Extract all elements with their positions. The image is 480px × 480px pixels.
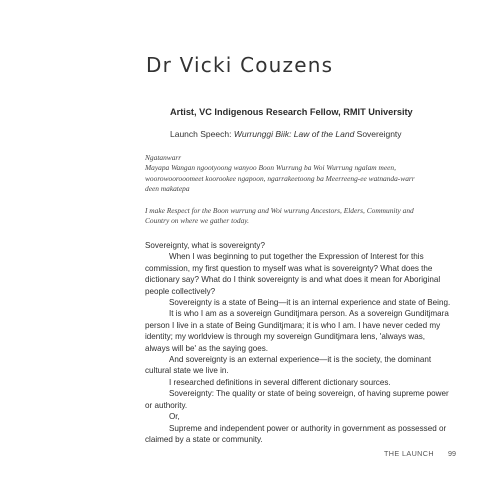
speech-title	[170, 129, 402, 139]
body-line: It is who I am as a sovereign Gunditjmara person. As a sovereign Gunditjmara	[169, 309, 449, 319]
body-line: identity; my worldview is through my sovereign Gunditjmara lens, 'always was,	[145, 332, 425, 342]
running-footer-section: THE LAUNCH	[384, 449, 434, 458]
body-line: Supreme and independent power or authority in government as possessed or	[169, 423, 447, 433]
author-affiliation: Artist, VC Indigenous Research Fellow, RMIT University	[170, 107, 413, 117]
speech-prefix: Launch Speech:	[170, 129, 234, 139]
body-line: always will be' as the saying goes.	[145, 343, 269, 353]
ngatanwarr-line: deen makatepa	[145, 184, 190, 194]
body-line: When I was beginning to put together the Expression of Interest for this	[169, 252, 424, 262]
body-line: or authority.	[145, 400, 188, 410]
page-title: Dr Vicki Couzens	[146, 53, 334, 77]
body-line: Sovereignty: The quality or state of being sovereign, of having supreme power	[169, 389, 449, 399]
ngatanwarr-block	[145, 153, 435, 195]
speech-suffix: Sovereignty	[354, 129, 402, 139]
ngatanwarr-line: woorowoorooomeet koorookee ngapoon, ngarrakeetoong ba Meerreeng-ee watnanda-warr	[145, 173, 415, 183]
respect-block	[145, 206, 445, 227]
body-text	[145, 240, 451, 445]
body-line: commission, my first question to myself was what is sovereignty? What does the	[145, 263, 433, 273]
body-line: Sovereignty is a state of Being—it is an internal experience and state of Being.	[169, 298, 451, 308]
respect-line: I make Respect for the Boon wurrung and Woi wurrung Ancestors, Elders, Community and	[145, 206, 414, 215]
body-line: person I live in a state of Being Gunditjmara; it is who I am. I have never ceded my	[145, 320, 441, 330]
body-line: Or,	[169, 412, 180, 422]
speech-italic-title: Wurrunggi Biik: Law of the Land	[233, 129, 355, 139]
body-line: cultural state we live in.	[145, 366, 229, 376]
body-line: dictionary say? What do I think sovereignty is and what does it mean for Aboriginal	[145, 275, 441, 285]
ngatanwarr-line: Ngatanwarr	[145, 153, 182, 162]
page-number: 99	[448, 449, 456, 458]
body-line: And sovereignty is an external experience—it is the society, the dominant	[169, 355, 432, 365]
body-line: Sovereignty, what is sovereignty?	[145, 241, 265, 250]
body-line: people collectively?	[145, 286, 216, 296]
body-line: claimed by a state or community.	[145, 434, 263, 444]
respect-line: Country on where we gather today.	[145, 216, 250, 226]
body-line: I researched definitions in several different dictionary sources.	[169, 377, 391, 387]
ngatanwarr-line: Mayapa Wangan ngootyoong wanyoo Boon Wurrung ba Woi Wurrung ngalam meen,	[145, 163, 396, 173]
